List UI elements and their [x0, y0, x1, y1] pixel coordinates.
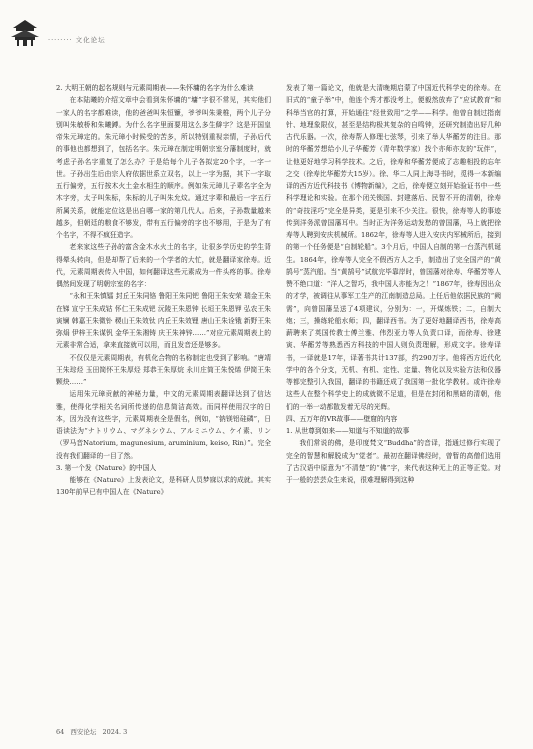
paragraph: 老来家这些子孙的富含金木水火土的名字，让很多学历史的学生背得晕头转向，但是却帮了后来的一个学者的大忙，就是翻译家徐寿。近代，元素周期表传入中国，如何翻译这些元素成为一件头疼的事。徐寿偶然间发现了明朝宗室的名字：	[56, 243, 271, 288]
section-heading: 1. 从世尊到如来——知道与不知道的故事	[286, 427, 410, 435]
section-label: ········ 文化论坛	[48, 36, 106, 44]
right-column	[286, 82, 501, 486]
paragraph: 我们常说的佛，是印度梵文“Buddha”的音译，指通过修行实现了完全的智慧和解脱成为“觉者”。最初在翻译佛经时，曾暂的高僧们选用了古汉语中原意为“不清楚”的“佛”字，来代表这种无上的正等正觉。对于一般的芸芸众生来说，很难理解得到这种	[286, 439, 501, 484]
issue-number: 2024. 3	[102, 728, 128, 736]
page-number: 64	[56, 728, 65, 736]
section-heading: 四、五万年的VR故事——壁窟的内容	[286, 414, 398, 423]
journal-name: 西安论坛	[70, 728, 97, 736]
header	[10, 18, 170, 48]
paragraph: 能够在《Nature》上发表论文，是科研人员梦寐以求的成就。其实130年前早已有中国人在《Nature》	[56, 476, 271, 497]
paragraph: “永和王朱慎镭 封丘王朱同铬 鲁阳王朱同钯 鲁阳王朱安荣 瑞金王朱在锑 宣宁王朱成钴 怀仁王朱成钯 沅陵王朱恩钟 长垣王朱恩钾 弘农王朱寅镧 韩嘉王朱微钋 稷山王朱效钛 内丘王朱效锂 唐山王朱诠锇 新野王朱弥焆 伊梓王朱谋钒 金华王朱湘铸 庆王朱神锌……”对应元素周期表上的元素非常合适，拿来直接就可以用，而且发音还是够多。	[56, 292, 271, 350]
pagoda-logo-icon	[10, 18, 40, 48]
paragraph: 不仅仅是元素周期表，有机化合物的名称制定也受到了影响。“唐靖王朱琮烃 玉田简怀王朱厚烃 郑恭王朱厚烷 永川庄简王朱悦烯 伊简王朱颗炔……”	[56, 353, 271, 386]
paragraph: 运用朱元璋贡献的神秘力量，中文的元素周期表翻译达到了信达雅，使得化学相关名词所传递的信息简洁高效。而同样使用汉字的日本，因为没有这些字，元素周期表全是假名，例如，“钠镁铝硅磷”，日语读法为“ナトリウム、マグネシウム、アルミニウム、ケイ素、リン（罗马音Natorium, magunesium, aruminium, keiso, Rin）”。完全没有我们翻译的一目了然。	[56, 390, 271, 460]
left-column	[56, 82, 271, 499]
paragraph: 发表了第一篇论文，他就是大清晚期启蒙了中国近代科学史的徐寿。在旧式的“童子举”中，他连个秀才都没考上，便毅然放弃了“应试教育”和科举当官的打算，开始通往“经世致用”之学——科学。他曾自制过指南针、地理象限仪，甚至是结构极其复杂的自鸣钟，还研究制造出好几种古代乐器。一次，徐寿帮人修理七弦琴，引来了举人华蘅芳的注目。那时的华蘅芳想给小儿子华蘅芳（青年数学家）找个亦师亦友的“玩伴”，让他更好地学习科学技术。之后，徐寿和华蘅芳便成了志趣相投的忘年之交（徐寿比华蘅芳大15岁）。徐、华二人同上海寻书时，觅得一本新编译的西方近代科技书《博物新编》，之后，徐寿便立刻开始验证书中一些科学理论和实验。在那个闭关锁国、封建落后、民智不开的清朝，徐寿的“奇技淫巧”完全是异类，更是引来不少关注。很快，徐寿等人的事迹传到洋务派曾国藩耳中。当时正为洋务运动发愁的曾国藩，马上就把徐寿等人聘到安庆机械所。1862年，徐寿等人进入安庆内军械所后，接到的第一个任务便是“自制轮船”。3个月后，中国人自制的第一台蒸汽机诞生。1864年，徐寿等人完全不假西方人之手，制造出了完全国产的“黄鹄号”蒸汽船。当“黄鹄号”试航完毕靠岸时，曾国藩对徐寿、华蘅芳等人赞不绝口道：“洋人之智巧，我中国人亦能为之！”1867年，徐寿因出众的才学，被调往从事军工生产的江南制造总局。上任后他依据民族的“阙需”，向曾国藩呈送了4项建议，分别为：一，开煤炼铁；二，自制大炮；三，操练轮船水师；四，翻译西书。为了更好地翻译西书，徐寿高薪聘来了英国传教士傅兰雅、伟烈亚力等人负责口译，而徐寿、徐建寅、华蘅芳等熟悉西方科技的中国人则负责理解，形成文字。徐寿译书，一译就是17年，译著书共计137部，约290万字。他将西方近代化学中的各个分支，无机、有机、定性、定量、物化以及实验方法和仪器等都完整引入我国，翻译的书籍还成了我国第一批化学教材。或许徐寿这些人在整个科学史上的成就微不足道，但是在封闭和黑暗的清朝，他们的一举一动都散发着无尽的光辉。	[286, 84, 501, 411]
section-heading: 3. 第一个发《Nature》的中国人	[56, 463, 157, 472]
page-footer	[56, 727, 131, 736]
section-heading: 2. 大明王朝的起名规则与元素周期表——朱怀墉的名字为什么难读	[56, 84, 254, 92]
paragraph: 在本陆曦的介绍文章中会看到朱怀墉的“墉”字很不常见，其实他们一家人的名字都难读，他的爸爸叫朱恒镰，爷爷叫朱秉椎，两个儿子分别叫朱敏桥和朱曦鎛。为什么名字里面要用这么多生僻字？这是开国皇帝朱元璋定的。朱元璋小时候受的苦多，所以特别重视亲情，子孙后代的事他也都想到了，包括名字。朱元璋在制定明朝宗室分藩制度时，就考虑子孙名字重复了怎么办？于是给每个儿子各拟定20个字，一字一世。子孙出生后由宗人府依据世系立双名，以上一字为据，其下一字取五行偏旁，五行按木火土金水相生的顺序。例如朱元璋儿子辈名字全为木字旁，太子叫朱标，朱标的儿子叫朱允炆。通过字辈和最后一字五行所属关系，就能定位这是出自哪一家的第几代人。后来，子孙数量越来越多，但朝廷的粮食不够发，带有五行偏旁的字也不够用，于是为了有个名字，不得不疯狂造字。	[56, 96, 271, 239]
